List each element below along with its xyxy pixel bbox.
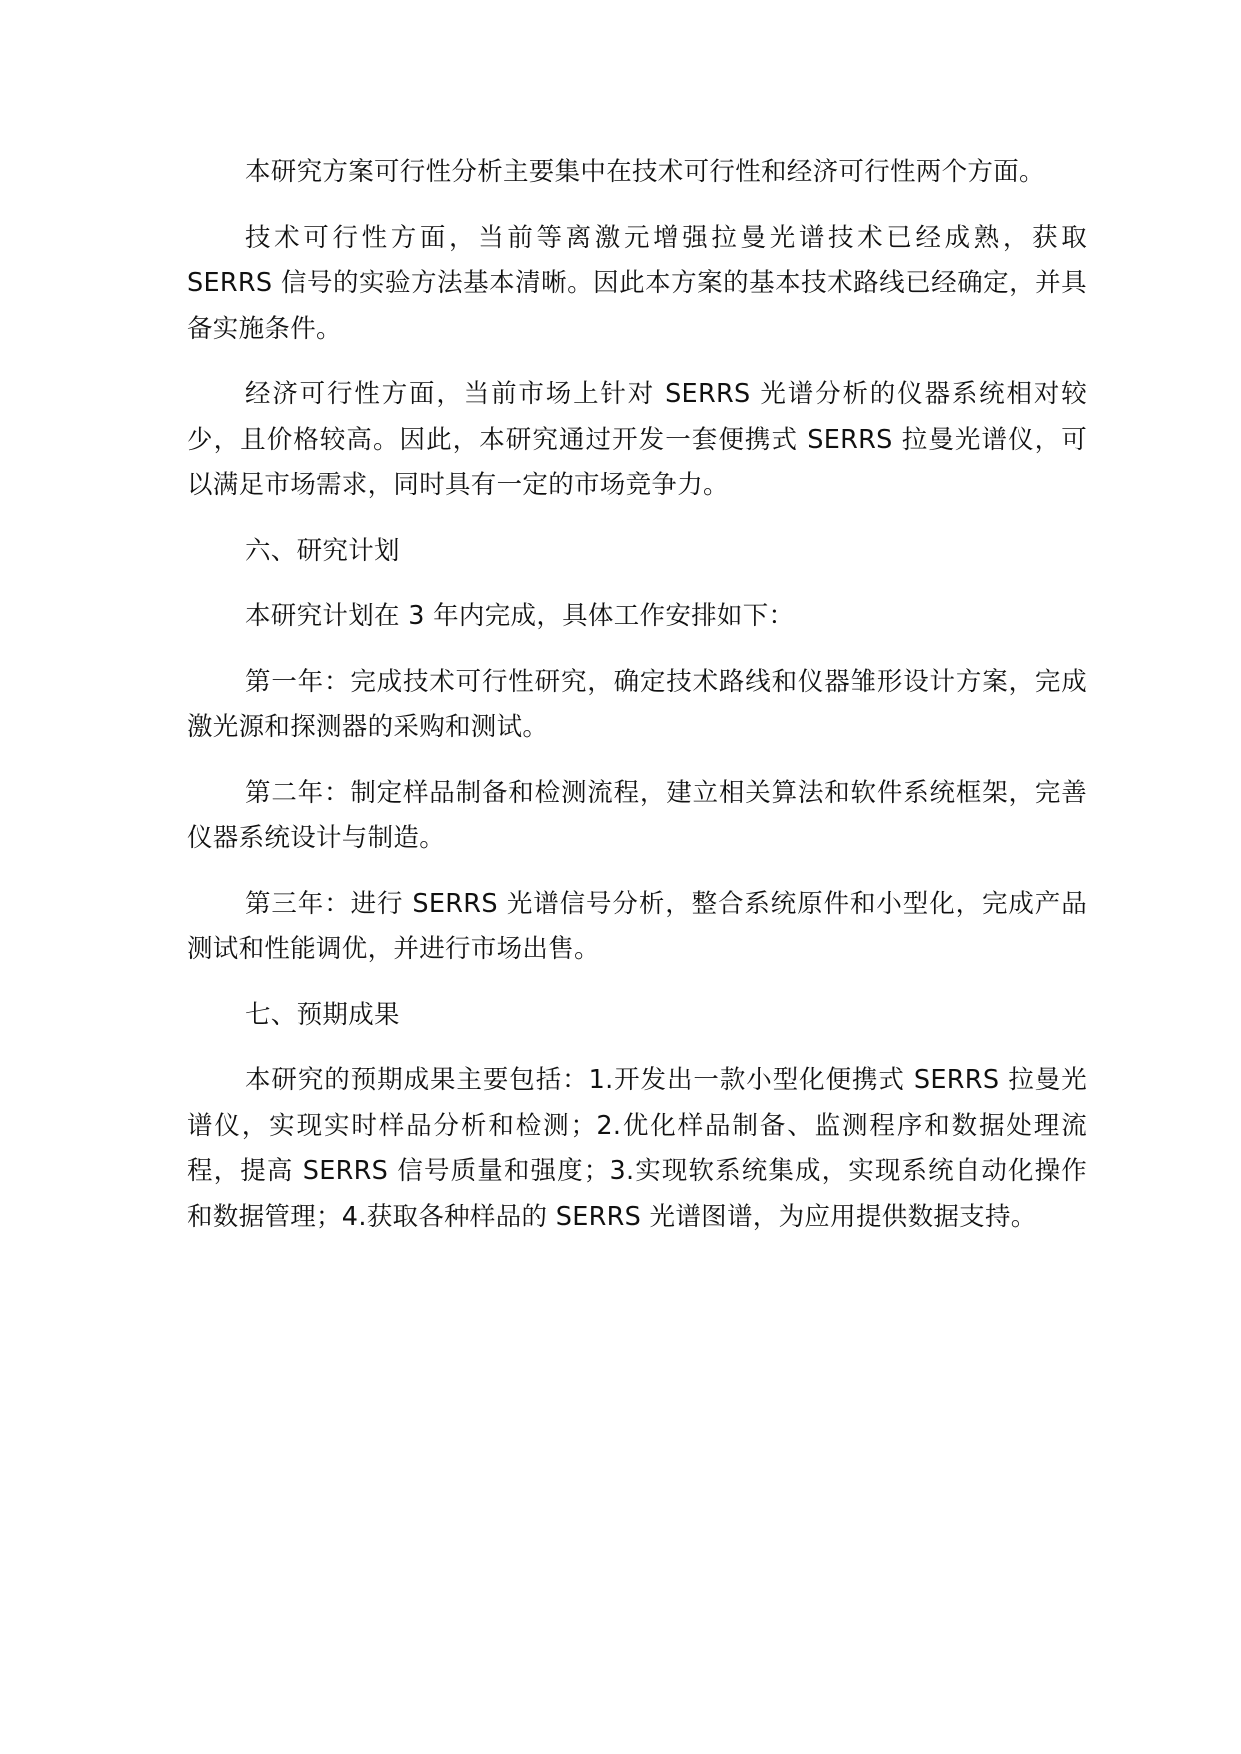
paragraph-economic-feasibility: 经济可行性方面，当前市场上针对 SERRS 光谱分析的仪器系统相对较少，且价格较高。因此，本研究通过开发一套便携式 SERRS 拉曼光谱仪，可以满足市场需求，同时具有一定的市场竞争力。: [187, 379, 1087, 500]
paragraph-plan-intro: 本研究计划在 3 年内完成，具体工作安排如下：: [245, 601, 795, 631]
paragraph-technical-feasibility: 技术可行性方面，当前等离激元增强拉曼光谱技术已经成熟，获取 SERRS 信号的实验方法基本清晰。因此本方案的基本技术路线已经确定，并具备实施条件。: [187, 222, 1087, 344]
section-heading-research-plan: 六、研究计划: [245, 535, 400, 566]
section-heading-expected-results: 七、预期成果: [245, 999, 400, 1030]
paragraph-feasibility-intro: 本研究方案可行性分析主要集中在技术可行性和经济可行性两个方面。: [245, 157, 1045, 187]
paragraph-expected-results: 本研究的预期成果主要包括：1.开发出一款小型化便携式 SERRS 拉曼光谱仪，实现实时样品分析和检测；2.优化样品制备、监测程序和数据处理流程，提高 SERRS 信号质量和强度；3.实现软系统集成，实现系统自动化操作和数据管理；4.获取各种样品的 SERRS 光谱图谱，为应用提供数据支持。: [187, 1065, 1087, 1232]
document-page: [187, 150, 1087, 1260]
paragraph-year-one: 第一年：完成技术可行性研究，确定技术路线和仪器雏形设计方案，完成激光源和探测器的采购和测试。: [187, 666, 1087, 742]
paragraph-year-two: 第二年：制定样品制备和检测流程，建立相关算法和软件系统框架，完善仪器系统设计与制造。: [187, 777, 1087, 853]
paragraph-year-three: 第三年：进行 SERRS 光谱信号分析，整合系统原件和小型化，完成产品测试和性能调优，并进行市场出售。: [187, 888, 1087, 964]
